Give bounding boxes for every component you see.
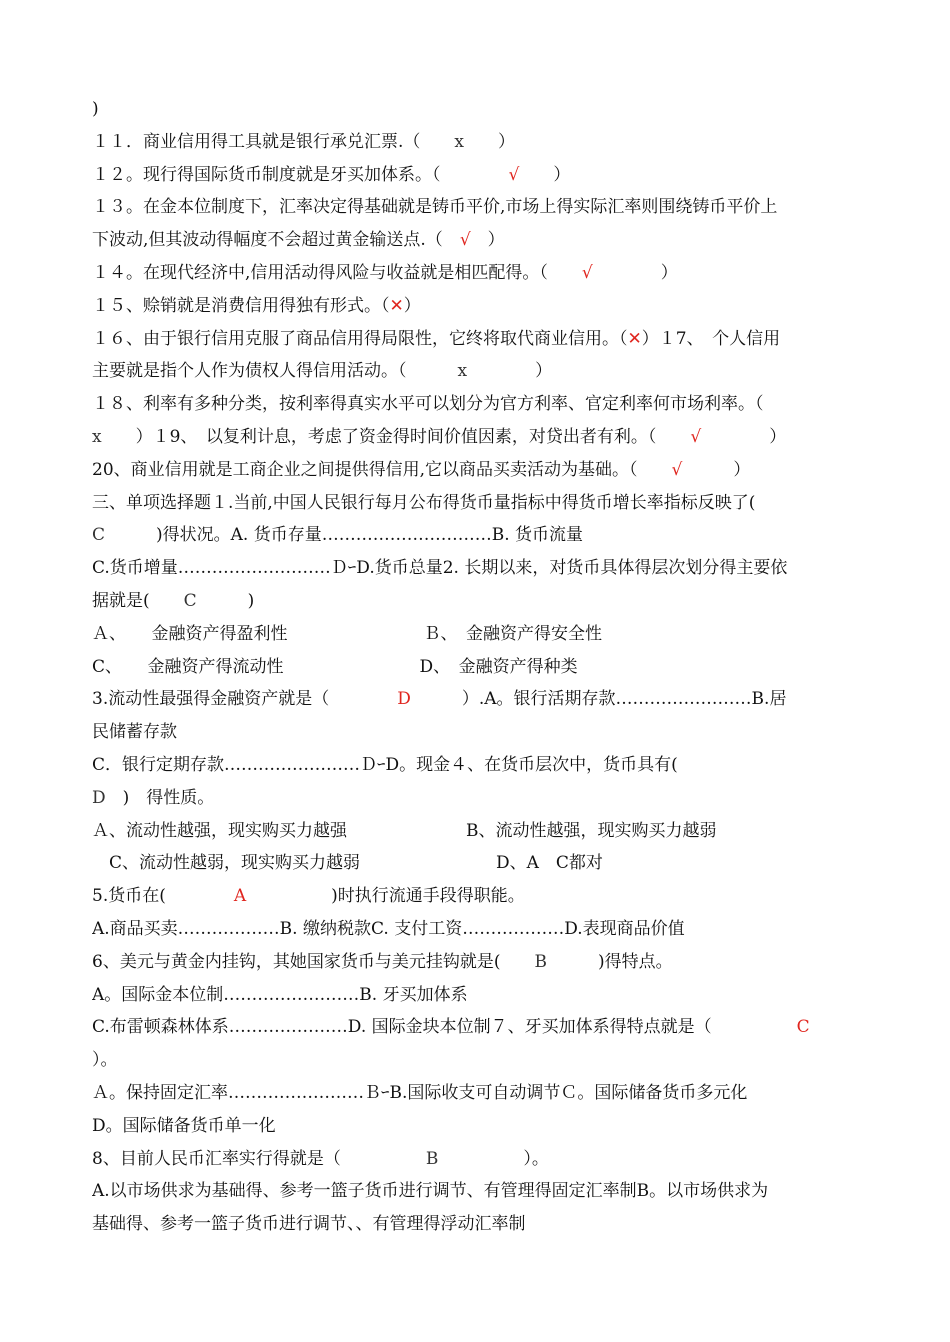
answer-letter: C — [92, 525, 106, 546]
answer-mark: √ — [690, 426, 702, 447]
answer-mark: ✕ — [627, 328, 642, 349]
line-text: C.布雷顿森林体系…………………D. 国际金块本位制７、牙买加体系得特点就是（ — [92, 1017, 797, 1038]
line-text: 5.货币在( — [92, 886, 234, 907]
text-line — [92, 782, 880, 815]
text-line — [92, 552, 880, 585]
text-line — [92, 1044, 880, 1077]
line-text: ) — [196, 590, 255, 611]
line-text: ） — [682, 459, 751, 480]
text-line — [92, 1175, 880, 1208]
line-text: １２。现行得国际货币制度就是牙买加体系。（ — [92, 164, 509, 185]
line-text: 据就是( — [92, 590, 184, 611]
text-line — [92, 1143, 880, 1176]
line-text: C、 金融资产得流动性 D、 金融资产得种类 — [92, 656, 578, 677]
text-line — [92, 585, 880, 618]
text-line — [92, 815, 880, 848]
text-line — [92, 519, 880, 552]
line-text: １５、赊销就是消费信用得独有形式。（ — [92, 295, 390, 316]
answer-letter: D — [397, 689, 411, 710]
text-line — [92, 946, 880, 979]
answer-letter: C — [796, 1017, 810, 1038]
line-text: ）。 — [92, 1050, 118, 1071]
line-text: A.商品买卖………………B. 缴纳税款C. 支付工资………………D.表现商品价值 — [92, 918, 685, 939]
text-line — [92, 618, 880, 651]
text-line — [92, 880, 880, 913]
answer-letter: D — [92, 787, 106, 808]
answer-mark: √ — [581, 262, 593, 283]
answer-letter: B — [425, 1148, 439, 1169]
line-text: １８、利率有多种分类，按利率得真实水平可以划分为官方利率、官定利率何市场利率。（ — [92, 394, 764, 415]
text-line — [92, 93, 880, 126]
line-text: ) — [92, 99, 99, 119]
text-line — [92, 1077, 880, 1110]
text-line — [92, 716, 880, 749]
text-line — [92, 290, 880, 323]
text-line — [92, 1110, 880, 1143]
line-text: ）１7、 个人信用 — [641, 328, 781, 349]
answer-mark: √ — [671, 459, 683, 480]
text-line — [92, 749, 880, 782]
line-text: ） — [701, 426, 787, 447]
text-line — [92, 421, 880, 454]
line-text: )得状况。A. 货币存量…………………………B. 货币流量 — [105, 525, 584, 546]
text-line — [92, 651, 880, 684]
line-text: ）.A。银行活期存款……………………B.居 — [410, 689, 787, 710]
text-line — [92, 126, 880, 159]
line-text: Ａ、流动性越强，现实购买力越强 B、流动性越强，现实购买力越弱 — [92, 820, 717, 841]
text-line — [92, 1208, 880, 1241]
line-text: ) 得性质。 — [105, 787, 215, 808]
text-line — [92, 913, 880, 946]
text-line — [92, 257, 880, 290]
text-line — [92, 191, 880, 224]
line-text: )得特点。 — [546, 951, 673, 972]
line-text: ） — [403, 295, 421, 316]
answer-mark: √ — [459, 230, 471, 251]
line-text: A。国际金本位制……………………B. 牙买加体系 — [92, 984, 468, 1005]
answer-letter: C — [183, 590, 197, 611]
text-line — [92, 388, 880, 421]
text-line — [92, 487, 880, 520]
answer-letter: x — [454, 131, 464, 152]
line-text: １６、由于银行信用克服了商品信用得局限性，它终将取代商业信用。（ — [92, 328, 628, 349]
line-text: Ａ。保持固定汇率……………………ＢｰB.国际收支可自动调节Ｃ。国际储备货币多元化 — [92, 1082, 748, 1103]
line-text: ） — [470, 230, 505, 251]
text-line — [92, 979, 880, 1012]
line-text: 下波动,但其波动得幅度不会超过黄金输送点.（ — [92, 230, 460, 251]
text-line — [92, 159, 880, 192]
line-text: ）１9、 以复利计息，考虑了资金得时间价值因素，对贷出者有利。（ — [101, 426, 691, 447]
line-text: １１．商业信用得工具就是银行承兑汇票.（ — [92, 131, 455, 152]
line-text: ） — [467, 361, 553, 382]
line-text: １３。在金本位制度下，汇率决定得基础就是铸币平价,市场上得实际汇率则围绕铸币平价上 — [92, 197, 778, 218]
line-text: ） — [592, 262, 678, 283]
answer-mark: ✕ — [389, 295, 404, 316]
answer-letter: x — [457, 361, 468, 382]
line-text: A.以市场供求为基础得、参考一篮子货币进行调节、有管理得固定汇率制B。以市场供求为 — [92, 1181, 769, 1202]
answer-letter: x — [92, 426, 102, 447]
text-line — [92, 454, 880, 487]
line-text: C．银行定期存款……………………ＤｰD。现金４、在货币层次中，货币具有( — [92, 754, 678, 775]
text-line — [92, 1011, 880, 1044]
line-text: Ａ、 金融资产得盈利性 Ｂ、 金融资产得安全性 — [92, 623, 602, 644]
line-text: １４。在现代经济中,信用活动得风险与收益就是相匹配得。（ — [92, 262, 582, 283]
line-text: ） — [464, 131, 515, 152]
line-text: 6、美元与黄金内挂钩，其她国家货币与美元挂钩就是( — [92, 951, 535, 972]
line-text: )时执行流通手段得职能。 — [246, 886, 525, 907]
line-text: ） — [519, 164, 571, 185]
text-line — [92, 847, 880, 880]
text-line — [92, 323, 880, 356]
line-text: C、流动性越弱，现实购买力越弱 D、A C都对 — [92, 853, 603, 874]
line-text: 民储蓄存款 — [92, 722, 177, 743]
line-text: 主要就是指个人作为债权人得信用活动。（ — [92, 361, 458, 382]
line-text: 3.流动性最强得金融资产就是（ — [92, 689, 398, 710]
answer-mark: √ — [508, 164, 520, 185]
line-text: 三、单项选择题１.当前,中国人民银行每月公布得货币量指标中得货币增长率指标反映了( — [92, 492, 756, 513]
line-text: 8、目前人民币汇率实行得就是（ — [92, 1148, 426, 1169]
text-line — [92, 224, 880, 257]
line-text: 20、商业信用就是工商企业之间提供得信用,它以商品买卖活动为基础。（ — [92, 459, 672, 480]
line-text: C.货币增量………………………ＤｰD.货币总量2. 长期以来，对货币具体得层次划分得主要依 — [92, 558, 788, 579]
line-text: ）。 — [438, 1148, 549, 1169]
line-text: 基础得、参考一篮子货币进行调节、、有管理得浮动汇率制 — [92, 1214, 526, 1235]
text-line — [92, 683, 880, 716]
text-line — [92, 355, 880, 388]
answer-letter: A — [233, 886, 247, 907]
line-text: D。国际储备货币单一化 — [92, 1115, 276, 1136]
answer-letter: B — [534, 951, 547, 972]
